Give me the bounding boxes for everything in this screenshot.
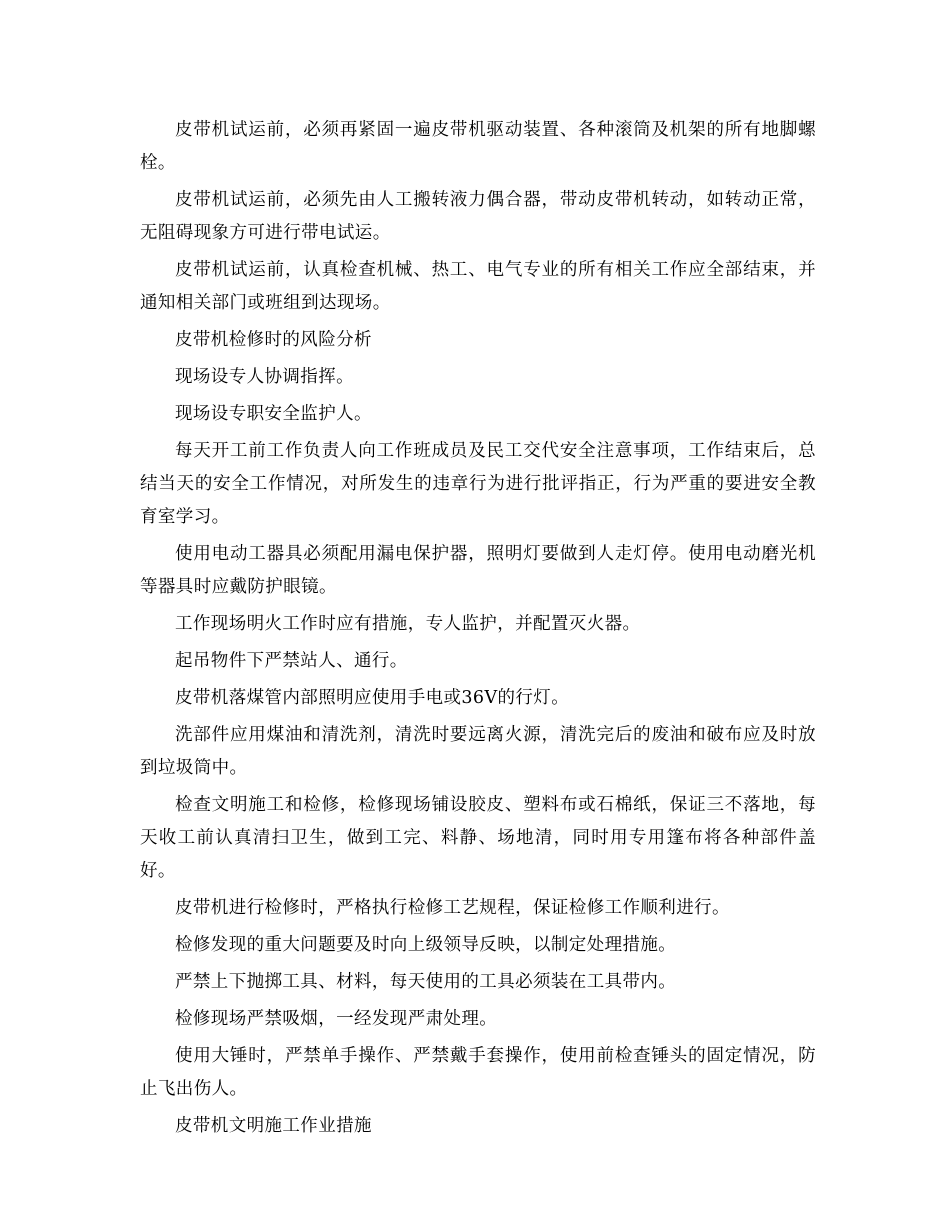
paragraph: 检修发现的重大问题要及时向上级领导反映，以制定处理措施。 xyxy=(175,935,677,955)
paragraph: 现场设专人协调指挥。 xyxy=(175,367,354,387)
paragraph: 皮带机试运前，认真检查机械、热工、电气专业的所有相关工作应全部结束，并通知相关部门或班组到达现场。 xyxy=(140,260,816,313)
paragraph: 洗部件应用煤油和清洗剂，清洗时要远离火源，清洗完后的废油和破布应及时放到垃圾筒中。 xyxy=(140,725,816,778)
paragraph: 皮带机落煤管内部照明应使用手电或36V的行灯。 xyxy=(175,688,570,708)
paragraph: 严禁上下抛掷工具、材料，每天使用的工具必须装在工具带内。 xyxy=(175,972,677,992)
document-body xyxy=(140,114,816,1147)
paragraph: 起吊物件下严禁站人、通行。 xyxy=(175,651,408,671)
section-heading: 皮带机检修时的风险分析 xyxy=(175,330,372,350)
paragraph: 工作现场明火工作时应有措施，专人监护，并配置灭火器。 xyxy=(175,614,641,634)
paragraph: 使用大锤时，严禁单手操作、严禁戴手套操作，使用前检查锤头的固定情况，防止飞出伤人。 xyxy=(140,1046,816,1099)
paragraph: 检修现场严禁吸烟，一经发现严肃处理。 xyxy=(175,1009,498,1029)
paragraph: 现场设专职安全监护人。 xyxy=(175,404,372,424)
paragraph: 皮带机试运前，必须先由人工搬转液力偶合器，带动皮带机转动，如转动正常，无阻碍现象方可进行带电试运。 xyxy=(140,190,816,243)
section-heading: 皮带机文明施工作业措施 xyxy=(175,1116,372,1136)
paragraph: 使用电动工器具必须配用漏电保护器，照明灯要做到人走灯停。使用电动磨光机等器具时应戴防护眼镜。 xyxy=(140,544,816,597)
paragraph: 皮带机进行检修时，严格执行检修工艺规程，保证检修工作顺利进行。 xyxy=(175,898,730,918)
paragraph: 每天开工前工作负责人向工作班成员及民工交代安全注意事项，工作结束后，总结当天的安全工作情况，对所发生的违章行为进行批评指正，行为严重的要进安全教育室学习。 xyxy=(140,441,816,527)
paragraph: 检查文明施工和检修，检修现场铺设胶皮、塑料布或石棉纸，保证三不落地，每天收工前认真清扫卫生，做到工完、料静、场地清，同时用专用篷布将各种部件盖好。 xyxy=(140,795,816,881)
paragraph: 皮带机试运前，必须再紧固一遍皮带机驱动装置、各种滚筒及机架的所有地脚螺栓。 xyxy=(140,120,816,173)
